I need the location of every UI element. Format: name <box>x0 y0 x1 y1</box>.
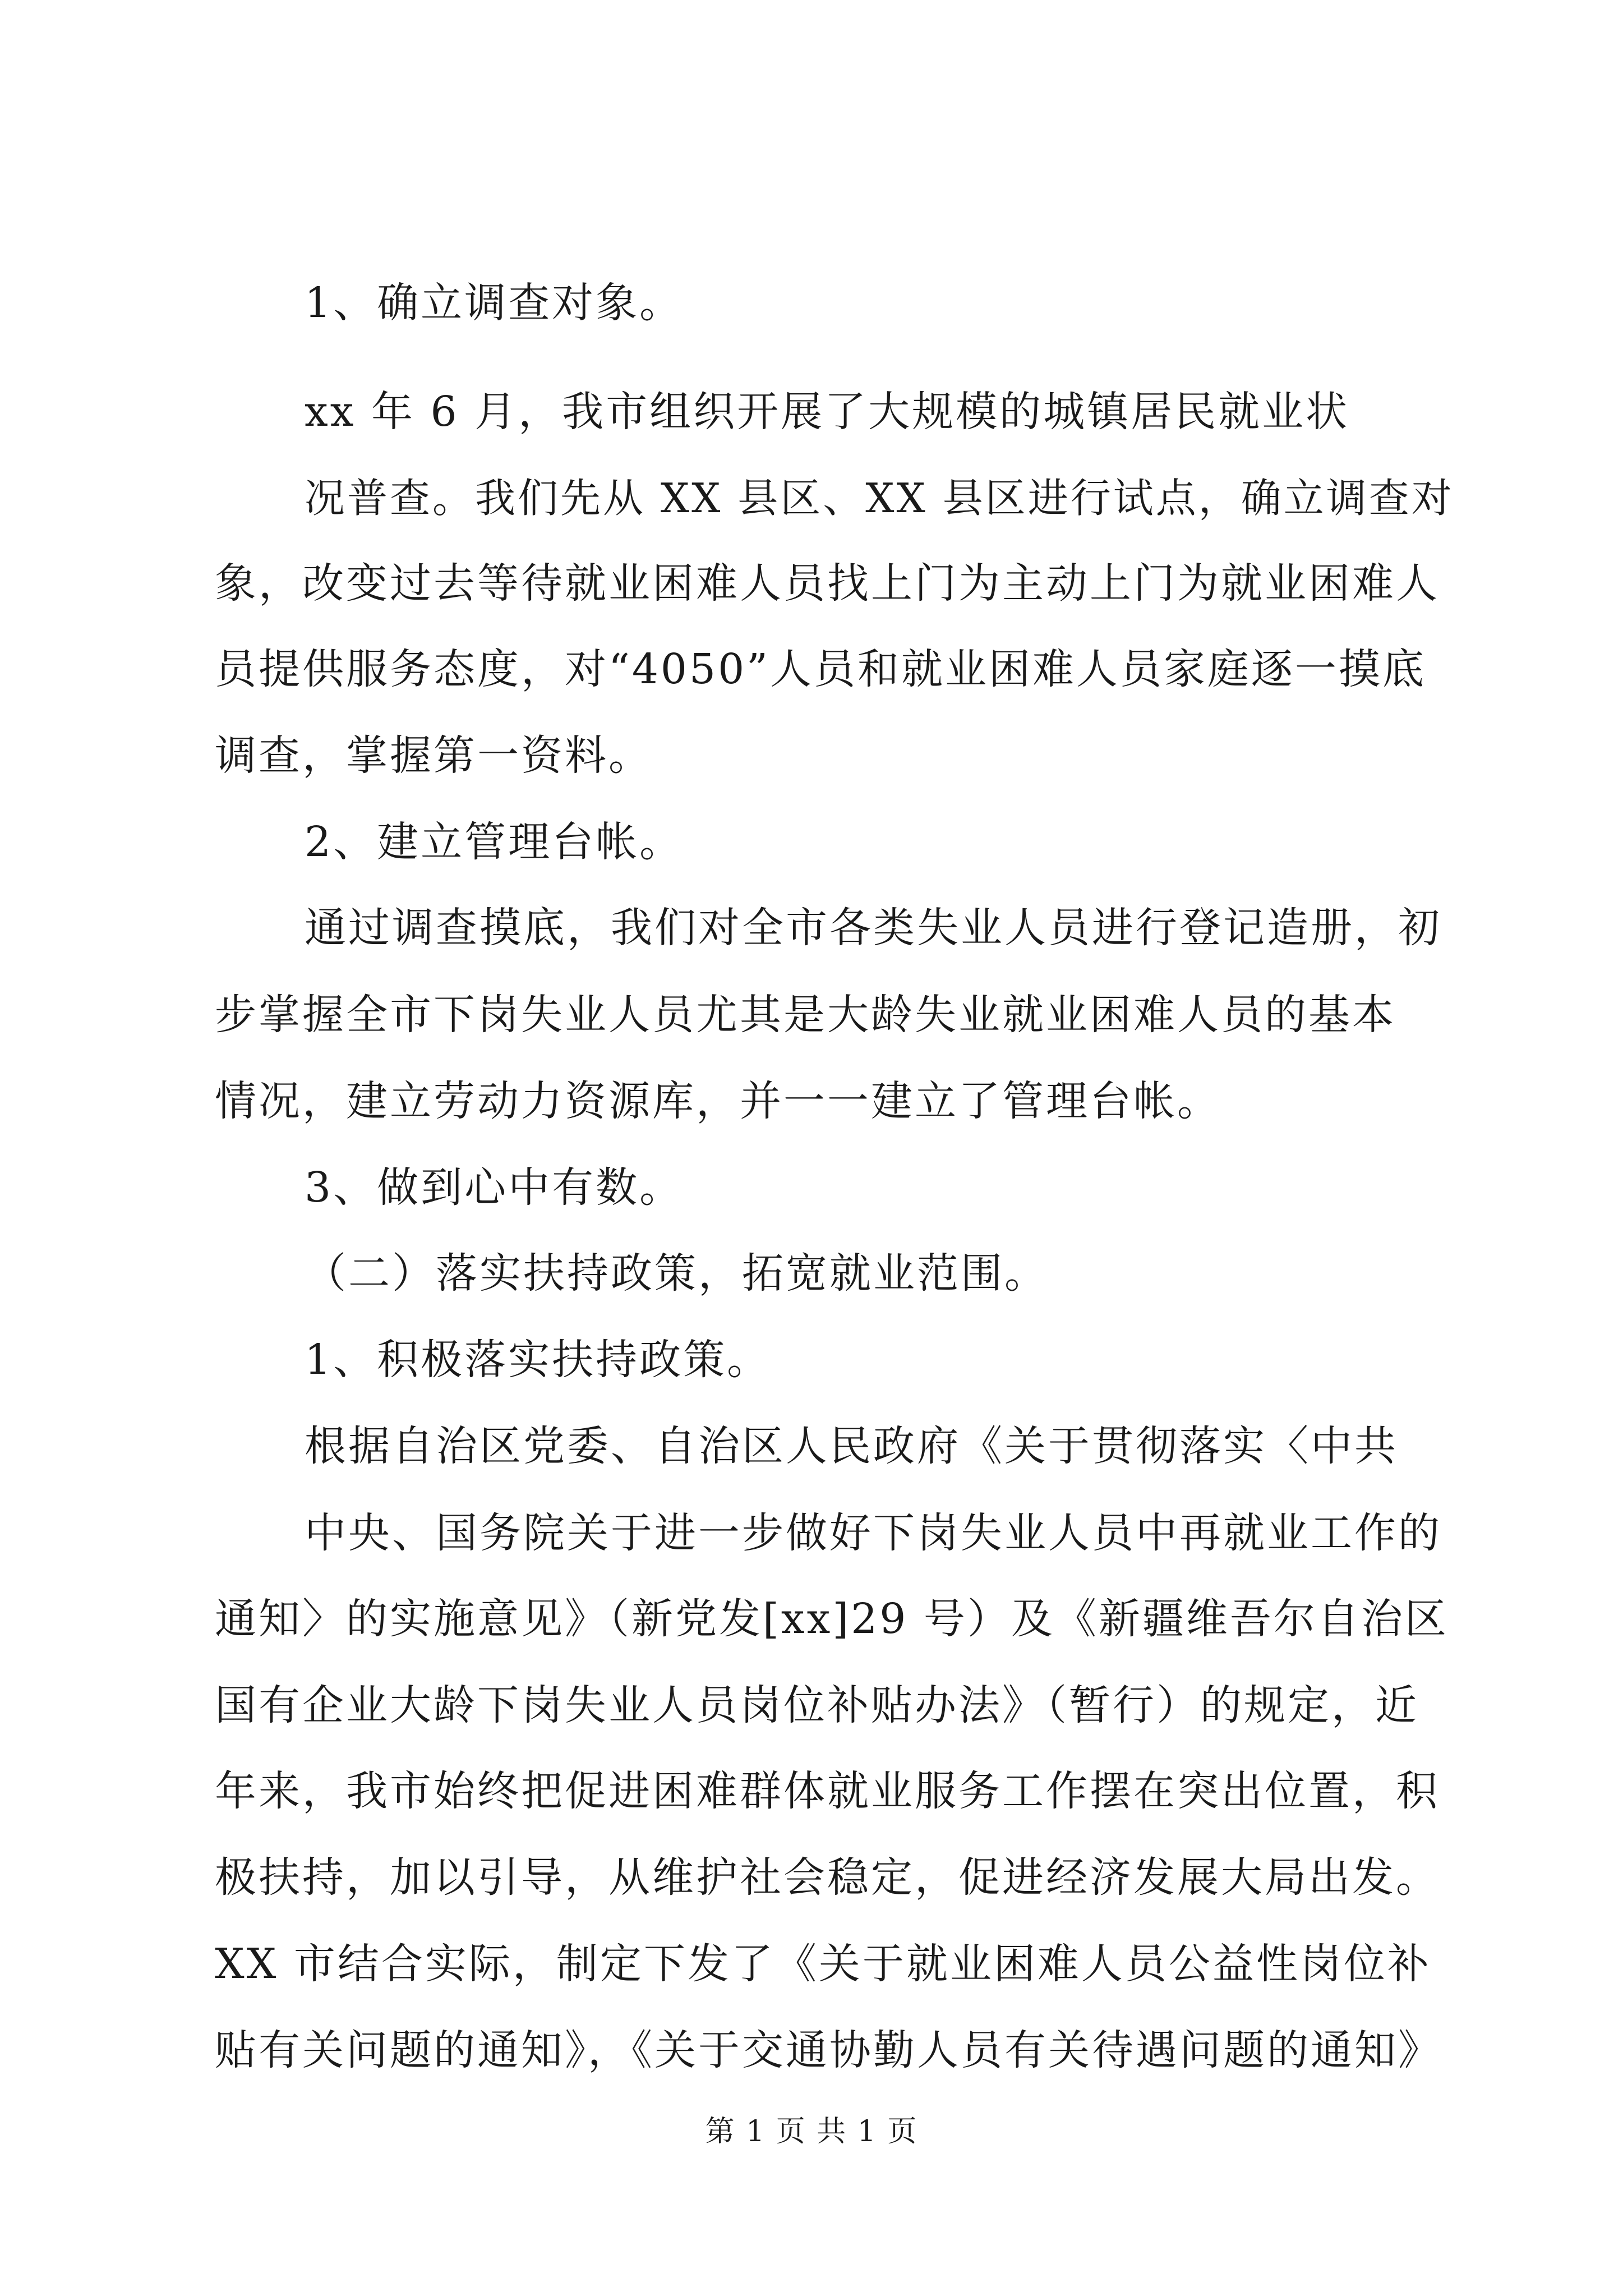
text-line: 情况，建立劳动力资源库，并一一建立了管理台帐。 <box>215 1077 1221 1125</box>
text-line: 1、确立调查对象。 <box>305 279 684 327</box>
text-line: 通过调查摸底，我们对全市各类失业人员进行登记造册，初 <box>305 904 1442 952</box>
text-line: 通知〉的实施意见》（新党发[xx]29 号）及《新疆维吾尔自治区 <box>215 1595 1449 1643</box>
text-line: 贴有关问题的通知》，《关于交通协勤人员有关待遇问题的通知》 <box>215 2026 1442 2074</box>
text-line: 调查，掌握第一资料。 <box>215 731 652 780</box>
text-line: 3、做到心中有数。 <box>305 1163 684 1212</box>
text-line: 年来，我市始终把促进困难群体就业服务工作摆在突出位置，积 <box>215 1767 1440 1815</box>
text-line: 中央、国务院关于进一步做好下岗失业人员中再就业工作的 <box>305 1509 1442 1557</box>
text-line: 1、积极落实扶持政策。 <box>305 1336 771 1384</box>
text-line: 况普查。我们先从 XX 县区、XX 县区进行试点，确立调查对 <box>305 475 1454 522</box>
text-line: 极扶持，加以引导，从维护社会稳定，促进经济发展大局出发。 <box>215 1853 1440 1902</box>
text-line: 国有企业大龄下岗失业人员岗位补贴办法》（暂行）的规定，近 <box>215 1681 1419 1729</box>
text-line: （二）落实扶持政策，拓宽就业范围。 <box>305 1249 1048 1297</box>
text-line: 象，改变过去等待就业困难人员找上门为主动上门为就业困难人 <box>215 559 1440 608</box>
page-footer: 第 1 页 共 1 页 <box>705 2115 918 2148</box>
text-line: XX 市结合实际，制定下发了《关于就业困难人员公益性岗位补 <box>215 1940 1431 1988</box>
text-line: 步掌握全市下岗失业人员尤其是大龄失业就业困难人员的基本 <box>215 991 1396 1039</box>
text-line: xx 年 6 月，我市组织开展了大规模的城镇居民就业状 <box>305 388 1350 436</box>
text-line: 员提供服务态度，对“4050”人员和就业困难人员家庭逐一摸底 <box>215 645 1426 693</box>
text-line: 根据自治区党委、自治区人民政府《关于贯彻落实〈中共 <box>305 1422 1398 1470</box>
text-line: 2、建立管理台帐。 <box>305 818 684 866</box>
